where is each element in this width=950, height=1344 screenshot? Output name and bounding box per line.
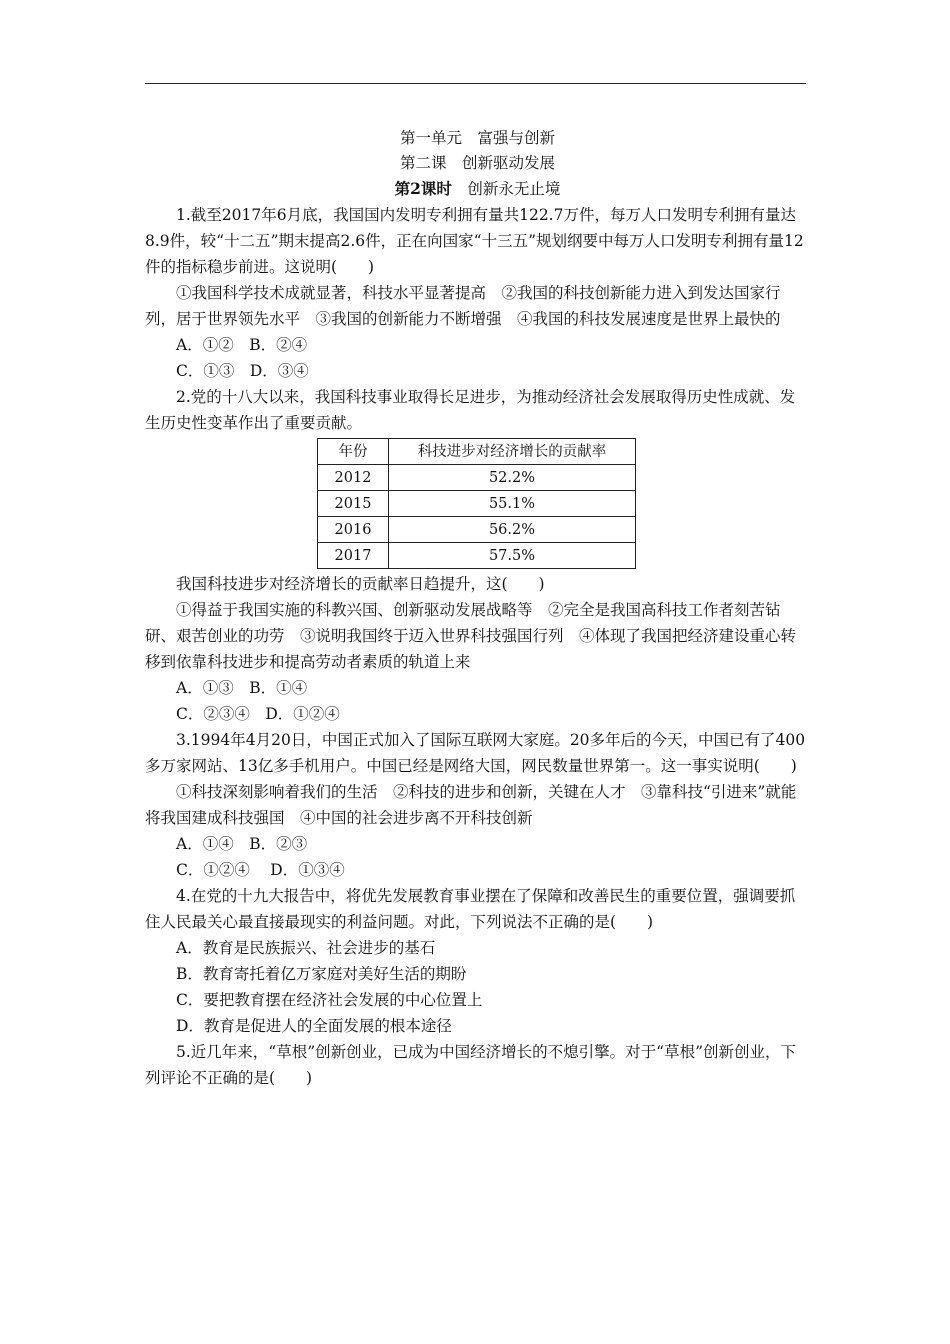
- table-cell-rate: 57.5%: [389, 543, 636, 569]
- table-row: [318, 517, 636, 543]
- table-cell-year: 2017: [318, 543, 389, 569]
- question-5-stem: 5.近几年来，“草根”创新创业，已成为中国经济增长的不熄引擎。对于“草根”创新创业，下列评论不正确的是( ): [145, 1043, 796, 1087]
- table-cell-year: 2015: [318, 491, 389, 517]
- document-body: [145, 126, 810, 1091]
- header-rule: [145, 83, 806, 84]
- table-cell-rate: 56.2%: [389, 517, 636, 543]
- unit-title: 第一单元 富强与创新: [399, 129, 555, 147]
- table-cell-rate: 55.1%: [389, 491, 636, 517]
- question-4-stem: 4.在党的十九大报告中，将优先发展教育事业摆在了保障和改善民生的重要位置，强调要抓住人民最关心最直接最现实的利益问题。对此，下列说法不正确的是( ): [145, 887, 796, 931]
- table-cell-year: 2012: [318, 465, 389, 491]
- period-title: [145, 176, 810, 202]
- lesson-title: 第二课 创新驱动发展: [399, 154, 555, 172]
- question-4-option-a: A．教育是民族振兴、社会进步的基石: [176, 939, 436, 957]
- question-3-statements: ①科技深刻影响着我们的生活 ②科技的进步和创新，关键在人才 ③靠科技“引进来”就能将我国建成科技强国 ④中国的社会进步离不开科技创新: [145, 783, 797, 827]
- question-1-options-row-2: C．①③ D．③④: [176, 362, 309, 380]
- question-2-options-row-1: A．①③ B．①④: [176, 679, 308, 697]
- question-2-stem: 2.党的十八大以来，我国科技事业取得长足进步，为推动经济社会发展取得历史性成就、发生历史性变革作出了重要贡献。: [145, 388, 796, 432]
- table-row: [318, 465, 636, 491]
- table-header-row: [318, 439, 636, 465]
- question-2-statements: ①得益于我国实施的科教兴国、创新驱动发展战略等 ②完全是我国高科技工作者刻苦钻研、艰苦创业的功劳 ③说明我国终于迈入世界科技强国行列 ④体现了我国把经济建设重心转移到依靠科技进步和提高劳动者素质的轨道上来: [145, 601, 797, 671]
- question-4-option-b: B．教育寄托着亿万家庭对美好生活的期盼: [176, 965, 467, 983]
- question-3-options-row-2: C．①②④ D．①③④: [176, 861, 345, 879]
- question-1-options-row-1: A．①② B．②④: [176, 336, 308, 354]
- question-2-options-row-2: C．②③④ D．①②④: [176, 705, 340, 723]
- contribution-rate-table: [317, 438, 636, 569]
- question-1-statements: ①我国科学技术成就显著，科技水平显著提高 ②我国的科技创新能力进入到发达国家行列，居于世界领先水平 ③我国的创新能力不断增强 ④我国的科技发展速度是世界上最快的: [145, 284, 781, 328]
- table-row: [318, 543, 636, 569]
- table-cell-year: 2016: [318, 517, 389, 543]
- period-name: 创新永无止境: [451, 180, 561, 198]
- table-row: [318, 491, 636, 517]
- question-1-stem: 1.截至2017年6月底，我国国内发明专利拥有量共122.7万件，每万人口发明专利拥有量达8.9件，较“十二五”期末提高2.6件，正在向国家“十三五”规划纲要中每万人口发明专利拥有量12件的指标稳步前进。这说明( ): [145, 206, 804, 276]
- table-header-year: 年份: [318, 439, 389, 465]
- table-cell-rate: 52.2%: [389, 465, 636, 491]
- table-header-rate: 科技进步对经济增长的贡献率: [389, 439, 636, 465]
- question-3-stem: 3.1994年4月20日，中国正式加入了国际互联网大家庭。20多年后的今天，中国已有了400多万家网站、13亿多手机用户。中国已经是网络大国，网民数量世界第一。这一事实说明( ): [145, 731, 806, 775]
- question-4-option-d: D．教育是促进人的全面发展的根本途径: [176, 1017, 452, 1035]
- question-2-prompt: 我国科技进步对经济增长的贡献率日趋提升，这( ): [176, 575, 545, 593]
- question-3-options-row-1: A．①④ B．②③: [176, 835, 308, 853]
- question-4-option-c: C．要把教育摆在经济社会发展的中心位置上: [176, 991, 483, 1009]
- period-label: 第2课时: [394, 179, 452, 198]
